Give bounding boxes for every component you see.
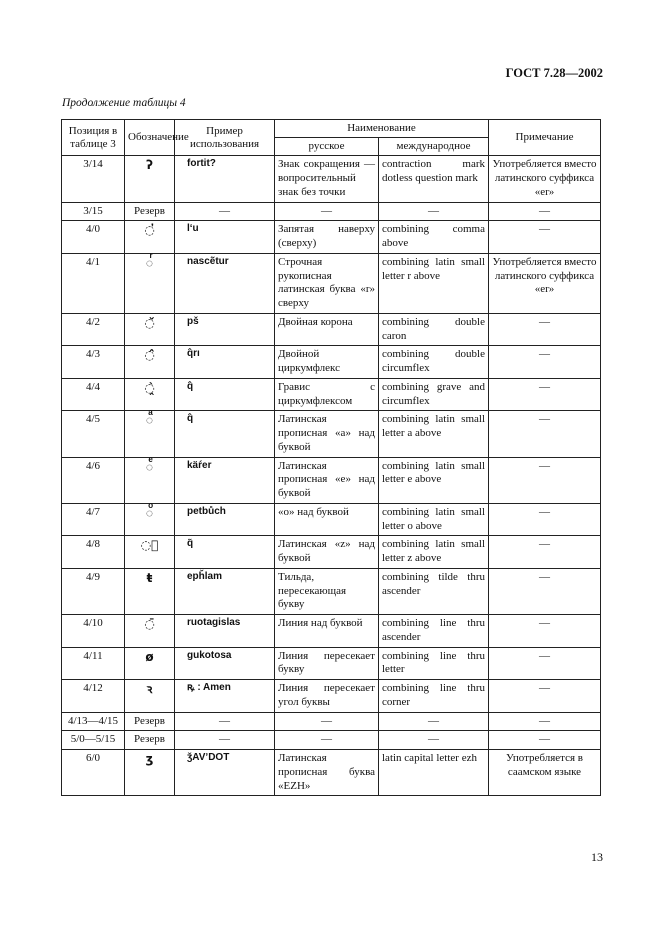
cell-international-name: combining latin small letter z above <box>379 536 489 569</box>
cell-designation: ◌ͦ <box>125 503 175 536</box>
cell-note: — <box>489 568 601 614</box>
cell-russian-name: Знак сокращения — вопросительный знак без точки <box>275 156 379 202</box>
cell-russian-name: Строчная рукописная латинская буква «r» сверху <box>275 253 379 313</box>
standard-header: ГОСТ 7.28—2002 <box>505 66 603 80</box>
table-row <box>62 536 601 569</box>
cell-russian-name: Латинская прописная буква «EZH» <box>275 750 379 796</box>
table-row <box>62 313 601 346</box>
cell-example: ǯAVʼDOT <box>175 750 275 796</box>
cell-example: käŕer <box>175 457 275 503</box>
cell-designation: ◌ͤ <box>125 457 175 503</box>
cell-russian-name: Гравис с циркумфлексом <box>275 378 379 411</box>
cell-note: Употребляется вместо латинского суффикса «er» <box>489 253 601 313</box>
cell-russian-name: Латинская прописная «e» над буквой <box>275 457 379 503</box>
cell-example: q̂rı <box>175 346 275 379</box>
cell-position: 4/5 <box>62 411 125 457</box>
cell-position: 4/2 <box>62 313 125 346</box>
cell-note: — <box>489 731 601 750</box>
cell-designation: ◌̭̀ <box>125 378 175 411</box>
cell-example: ꝶ : Amen <box>175 680 275 713</box>
cell-note: — <box>489 411 601 457</box>
cell-example: epȟlam <box>175 568 275 614</box>
cell-position: 4/6 <box>62 457 125 503</box>
cell-example: — <box>175 202 275 221</box>
col-header-example: Пример использования <box>175 120 275 156</box>
cell-designation: ʔ <box>125 156 175 202</box>
cell-international-name: combining grave and circumflex <box>379 378 489 411</box>
cell-international-name: — <box>379 731 489 750</box>
cell-note: — <box>489 202 601 221</box>
cell-russian-name: Двойной циркумфлекс <box>275 346 379 379</box>
cell-russian-name: Линия пересекает угол буквы <box>275 680 379 713</box>
cell-example: gukotosa <box>175 647 275 680</box>
col-header-designation: Обозначение <box>125 120 175 156</box>
cell-designation: ◌̂̂ <box>125 346 175 379</box>
cell-international-name: combining comma above <box>379 221 489 254</box>
cell-note: — <box>489 313 601 346</box>
table-row <box>62 615 601 648</box>
cell-designation: ø <box>125 647 175 680</box>
cell-position: 3/14 <box>62 156 125 202</box>
cell-position: 4/11 <box>62 647 125 680</box>
cell-note: — <box>489 378 601 411</box>
cell-international-name: combining latin small letter r above <box>379 253 489 313</box>
col-header-note: Примечание <box>489 120 601 156</box>
col-header-name: Наименование <box>275 120 489 138</box>
cell-note: — <box>489 712 601 731</box>
cell-example: fortit? <box>175 156 275 202</box>
cell-position: 4/13—4/15 <box>62 712 125 731</box>
cell-designation: ◌̄ <box>125 615 175 648</box>
table-continuation-caption: Продолжение таблицы 4 <box>62 97 186 109</box>
cell-international-name: combining tilde thru ascender <box>379 568 489 614</box>
cell-example: lʻu <box>175 221 275 254</box>
cell-position: 4/1 <box>62 253 125 313</box>
cell-designation: ʒ <box>125 750 175 796</box>
cell-example: — <box>175 712 275 731</box>
cell-russian-name: — <box>275 202 379 221</box>
cell-international-name: combining double circumflex <box>379 346 489 379</box>
cell-russian-name: Латинская прописная «a» над буквой <box>275 411 379 457</box>
cell-position: 4/12 <box>62 680 125 713</box>
cell-international-name: — <box>379 202 489 221</box>
cell-designation: ꝛ <box>125 680 175 713</box>
cell-note: — <box>489 457 601 503</box>
cell-international-name: combining line thru letter <box>379 647 489 680</box>
cell-example: pš <box>175 313 275 346</box>
cell-position: 4/0 <box>62 221 125 254</box>
cell-example: q̂ <box>175 411 275 457</box>
table-row <box>62 568 601 614</box>
table-row <box>62 253 601 313</box>
table-row <box>62 750 601 796</box>
cell-note: Употребляется в саамском языке <box>489 750 601 796</box>
cell-designation: Резерв <box>125 202 175 221</box>
cell-note: — <box>489 615 601 648</box>
cell-russian-name: Двойная корона <box>275 313 379 346</box>
cell-international-name: contraction mark dotless question mark <box>379 156 489 202</box>
cell-position: 3/15 <box>62 202 125 221</box>
cell-russian-name: «o» над буквой <box>275 503 379 536</box>
cell-designation: ◌ͬ <box>125 253 175 313</box>
cell-note: — <box>489 680 601 713</box>
table-row <box>62 221 601 254</box>
cell-position: 4/3 <box>62 346 125 379</box>
cell-designation: ◌̌̌ <box>125 313 175 346</box>
table-row <box>62 202 601 221</box>
cell-note: — <box>489 221 601 254</box>
cell-position: 6/0 <box>62 750 125 796</box>
character-table <box>61 119 601 796</box>
cell-designation: ◌ͣ <box>125 411 175 457</box>
cell-designation: ◌ᷦ <box>125 536 175 569</box>
table-row <box>62 378 601 411</box>
cell-position: 4/7 <box>62 503 125 536</box>
col-header-position: Позиция в таблице 3 <box>62 120 125 156</box>
cell-designation: Резерв <box>125 731 175 750</box>
col-header-russian: русское <box>275 138 379 156</box>
cell-russian-name: Линия над буквой <box>275 615 379 648</box>
cell-designation: ŧ <box>125 568 175 614</box>
cell-international-name: combining latin small letter a above <box>379 411 489 457</box>
cell-example: ruotagislas <box>175 615 275 648</box>
cell-note: Употребляется вместо латинского суффикса «er» <box>489 156 601 202</box>
cell-position: 4/4 <box>62 378 125 411</box>
cell-russian-name: — <box>275 712 379 731</box>
cell-international-name: combining line thru corner <box>379 680 489 713</box>
cell-example: q̃ <box>175 536 275 569</box>
cell-note: — <box>489 503 601 536</box>
cell-note: — <box>489 647 601 680</box>
cell-position: 4/10 <box>62 615 125 648</box>
table-row <box>62 712 601 731</box>
table-row <box>62 680 601 713</box>
cell-note: — <box>489 536 601 569</box>
cell-example: — <box>175 731 275 750</box>
cell-international-name: combining double caron <box>379 313 489 346</box>
table-row <box>62 647 601 680</box>
col-header-international: международное <box>379 138 489 156</box>
cell-russian-name: — <box>275 731 379 750</box>
cell-international-name: — <box>379 712 489 731</box>
cell-note: — <box>489 346 601 379</box>
cell-russian-name: Запятая наверху (сверху) <box>275 221 379 254</box>
cell-russian-name: Латинская «z» над буквой <box>275 536 379 569</box>
cell-russian-name: Тильда, пересекающая букву <box>275 568 379 614</box>
cell-designation: ◌̓ <box>125 221 175 254</box>
cell-russian-name: Линия пересекает букву <box>275 647 379 680</box>
cell-position: 4/8 <box>62 536 125 569</box>
page-number: 13 <box>591 850 603 864</box>
cell-international-name: combining line thru ascender <box>379 615 489 648</box>
cell-international-name: latin capital letter ezh <box>379 750 489 796</box>
table-row <box>62 411 601 457</box>
cell-international-name: combining latin small letter o above <box>379 503 489 536</box>
cell-example: q̂ <box>175 378 275 411</box>
cell-example: nascẽtur <box>175 253 275 313</box>
cell-position: 4/9 <box>62 568 125 614</box>
table-row <box>62 346 601 379</box>
table-row <box>62 457 601 503</box>
cell-example: petbůch <box>175 503 275 536</box>
table-row <box>62 731 601 750</box>
cell-international-name: combining latin small letter e above <box>379 457 489 503</box>
table-row <box>62 503 601 536</box>
table-row <box>62 156 601 202</box>
cell-designation: Резерв <box>125 712 175 731</box>
cell-position: 5/0—5/15 <box>62 731 125 750</box>
